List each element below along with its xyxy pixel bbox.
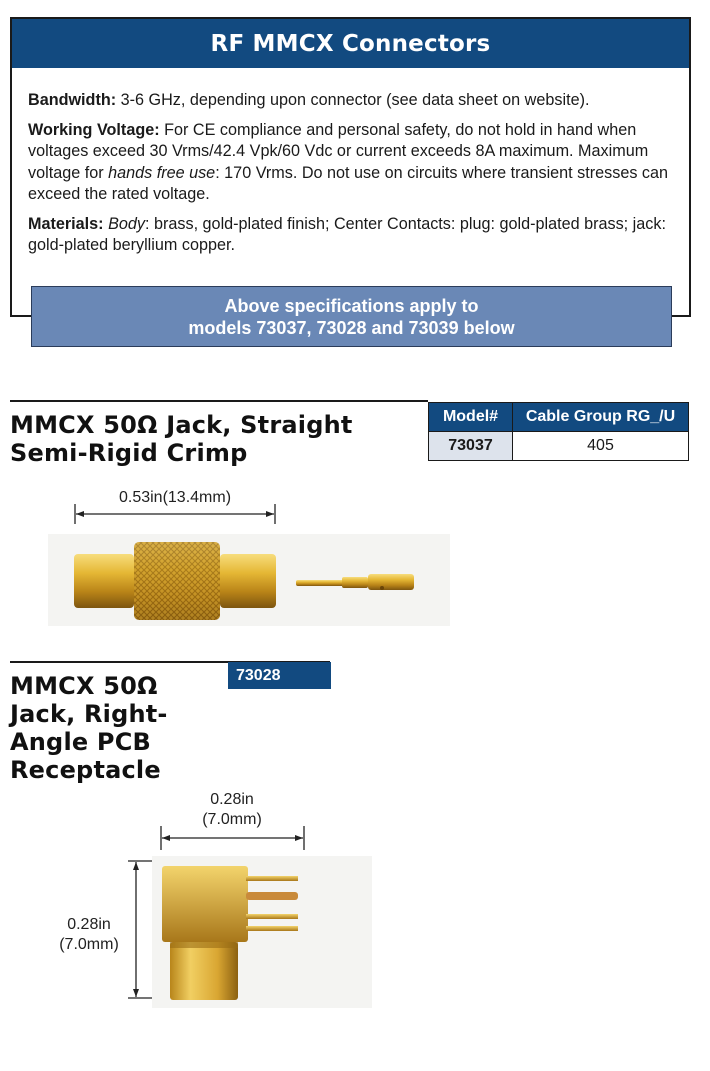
voltage-text-1: For CE compliance and personal safety, do not hold in hand when voltages exceed 30 Vrms/42.4 Vpk/60 Vdc or current exceeds 8A maximum. Maximum voltage for (28, 120, 649, 182)
note-line-1: Above specifications apply to (224, 295, 479, 316)
straight-length-dimension: 0.53in(13.4mm) (118, 489, 232, 506)
materials-italic: Body (108, 214, 145, 233)
bandwidth-label: Bandwidth: (28, 91, 117, 109)
voltage-italic: hands free use (108, 163, 216, 182)
voltage-text-2: : 170 Vrms. Do not use on circuits where transient stresses can exceed the rated voltage. (28, 163, 669, 203)
section2-title-line-3: Angle PCB (10, 728, 151, 756)
straight-dimension-line (74, 502, 276, 526)
table-row (429, 432, 689, 461)
spec-note-banner (31, 286, 672, 347)
width-dim-line-1: 0.28in (210, 791, 254, 808)
model-table (428, 402, 689, 461)
right-angle-jack-image (152, 856, 372, 1008)
height-dim-line-2: (7.0mm) (59, 936, 119, 953)
voltage-label: Working Voltage: (28, 120, 160, 139)
bandwidth-text: 3-6 GHz, depending upon connector (see data sheet on website). (116, 91, 590, 109)
height-dimension (50, 915, 128, 955)
cable-group-header: Cable Group RG_/U (513, 403, 689, 432)
section2-title (10, 672, 210, 784)
height-dim-line-1: 0.28in (67, 916, 111, 933)
section1-title-line-1: MMCX 50Ω Jack, Straight (10, 411, 353, 439)
section2-title-line-1: MMCX 50Ω (10, 672, 158, 700)
spec-box (10, 17, 691, 317)
materials-label: Materials: (28, 214, 104, 233)
section2-title-line-2: Jack, Right- (10, 700, 168, 728)
voltage-spec (28, 120, 673, 206)
section2-title-line-4: Receptacle (10, 756, 161, 784)
model-header: Model# (429, 403, 513, 432)
width-dim-line-2: (7.0mm) (202, 811, 262, 828)
spec-body (12, 68, 689, 257)
section1-title-line-2: Semi-Rigid Crimp (10, 439, 248, 467)
materials-text: : brass, gold-plated finish; Center Contacts: plug: gold-plated brass; jack: gold-plated beryllium copper. (28, 214, 666, 254)
model-badge: 73028 (228, 662, 331, 689)
height-dimension-line (126, 860, 154, 1000)
cable-group-cell: 405 (513, 432, 689, 461)
section1-title (10, 411, 353, 467)
spec-title: RF MMCX Connectors (12, 19, 689, 68)
materials-spec (28, 214, 673, 257)
model-cell: 73037 (429, 432, 513, 461)
section1-rule (10, 400, 428, 402)
straight-jack-image (48, 534, 450, 626)
width-dimension-line (160, 824, 306, 852)
note-line-2: models 73037, 73028 and 73039 below (188, 317, 515, 338)
bandwidth-spec (28, 90, 673, 112)
